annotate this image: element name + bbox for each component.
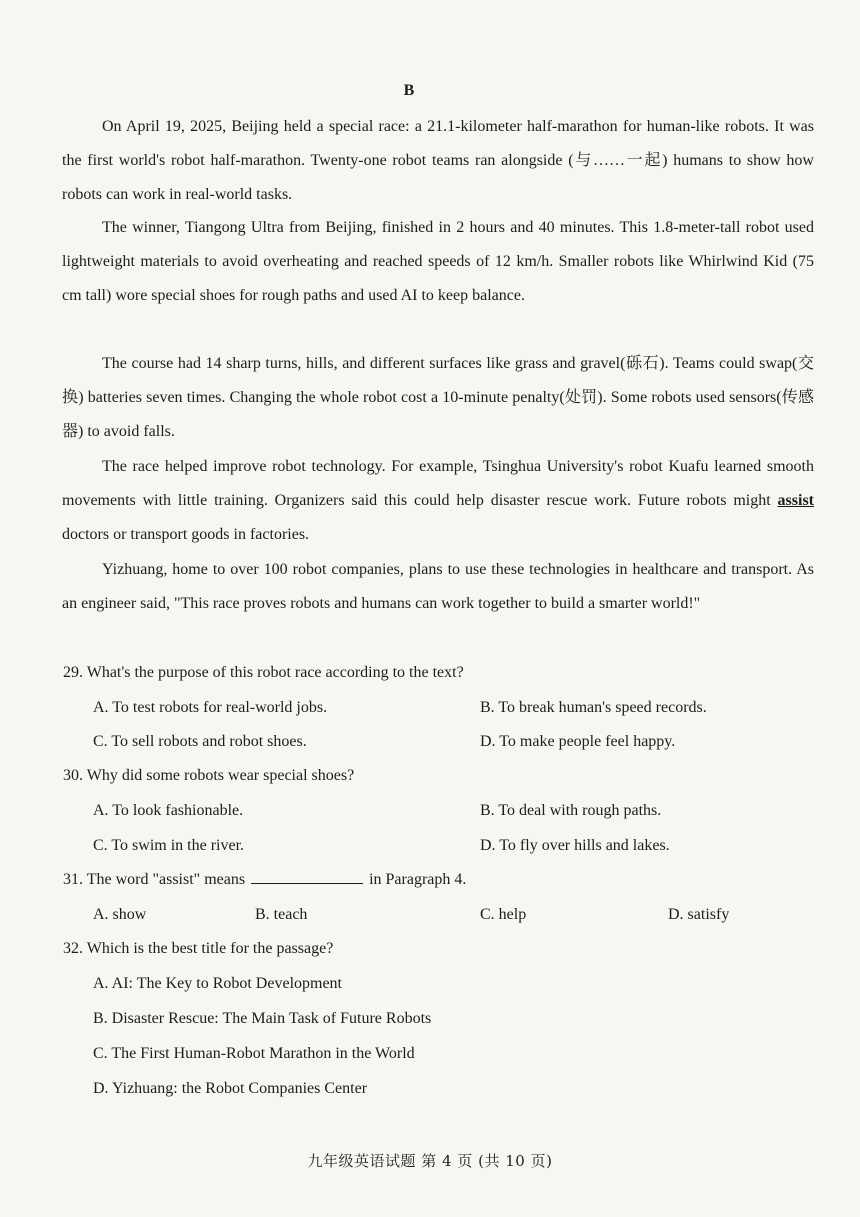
question-29-option-b: B. To break human's speed records. — [480, 699, 707, 716]
paragraph-4 — [62, 450, 814, 552]
paragraph-5: Yizhuang, home to over 100 robot companies, plans to use these technologies in healthcare and transport. As an engineer said, "This race proves robots and humans can work together to build a smarter world!" — [62, 561, 814, 612]
question-30-option-b: B. To deal with rough paths. — [480, 802, 662, 819]
question-32-stem: 32. Which is the best title for the passage? — [63, 940, 334, 957]
question-30-option-c: C. To swim in the river. — [93, 837, 245, 854]
paragraph-4-before: The race helped improve robot technology. For example, Tsinghua University's robot Kuafu learned smooth movements with little training. Organizers said this could help disaster rescue work. Future robots might — [62, 458, 814, 509]
question-31-stem-before: 31. The word "assist" means — [63, 871, 246, 888]
question-31-option-a: A. show — [93, 906, 147, 923]
question-32-option-d: D. Yizhuang: the Robot Companies Center — [93, 1080, 368, 1097]
question-31-option-b: B. teach — [255, 906, 308, 923]
answer-blank — [251, 869, 363, 884]
paragraph-2: The winner, Tiangong Ultra from Beijing, finished in 2 hours and 40 minutes. This 1.8-meter-tall robot used lightweight materials to avoid overheating and reached speeds of 12 km/h. Smaller robots like Whirlwind Kid (75 cm tall) wore special shoes for rough paths and used AI to keep balance. — [62, 219, 814, 304]
question-30-option-d: D. To fly over hills and lakes. — [480, 837, 670, 854]
paragraph-4-after: doctors or transport goods in factories. — [62, 526, 310, 543]
question-29-option-a: A. To test robots for real-world jobs. — [93, 699, 328, 716]
page-footer: 九年级英语试题 第 4 页 (共 10 页) — [307, 1152, 553, 1170]
paragraph-3: The course had 14 sharp turns, hills, and different surfaces like grass and gravel(砾石). Teams could swap(交换) batteries seven times. Changing the whole robot cost a 10-minute penalty(处罚). Some robots used sensors(传感器) to avoid falls. — [62, 355, 814, 440]
question-29-option-c: C. To sell robots and robot shoes. — [93, 733, 307, 750]
question-32-option-a: A. AI: The Key to Robot Development — [93, 975, 342, 992]
underlined-word-assist: assist — [777, 492, 814, 509]
section-letter: B — [403, 82, 415, 99]
question-31-stem-after: in Paragraph 4. — [369, 871, 467, 888]
question-31-option-c: C. help — [480, 906, 527, 923]
question-32-option-b: B. Disaster Rescue: The Main Task of Future Robots — [93, 1010, 432, 1027]
question-30-option-a: A. To look fashionable. — [93, 802, 244, 819]
question-29-option-d: D. To make people feel happy. — [480, 733, 676, 750]
question-31-option-d: D. satisfy — [668, 906, 730, 923]
question-31-stem — [63, 869, 466, 891]
question-29-stem: 29. What's the purpose of this robot race according to the text? — [63, 664, 464, 681]
paragraph-1: On April 19, 2025, Beijing held a special race: a 21.1-kilometer half-marathon for human-like robots. It was the first world's robot half-marathon. Twenty-one robot teams ran alongside (与……一起) humans to show how robots can work in real-world tasks. — [62, 118, 814, 203]
question-32-option-c: C. The First Human-Robot Marathon in the World — [93, 1045, 415, 1062]
question-30-stem: 30. Why did some robots wear special shoes? — [63, 767, 355, 784]
